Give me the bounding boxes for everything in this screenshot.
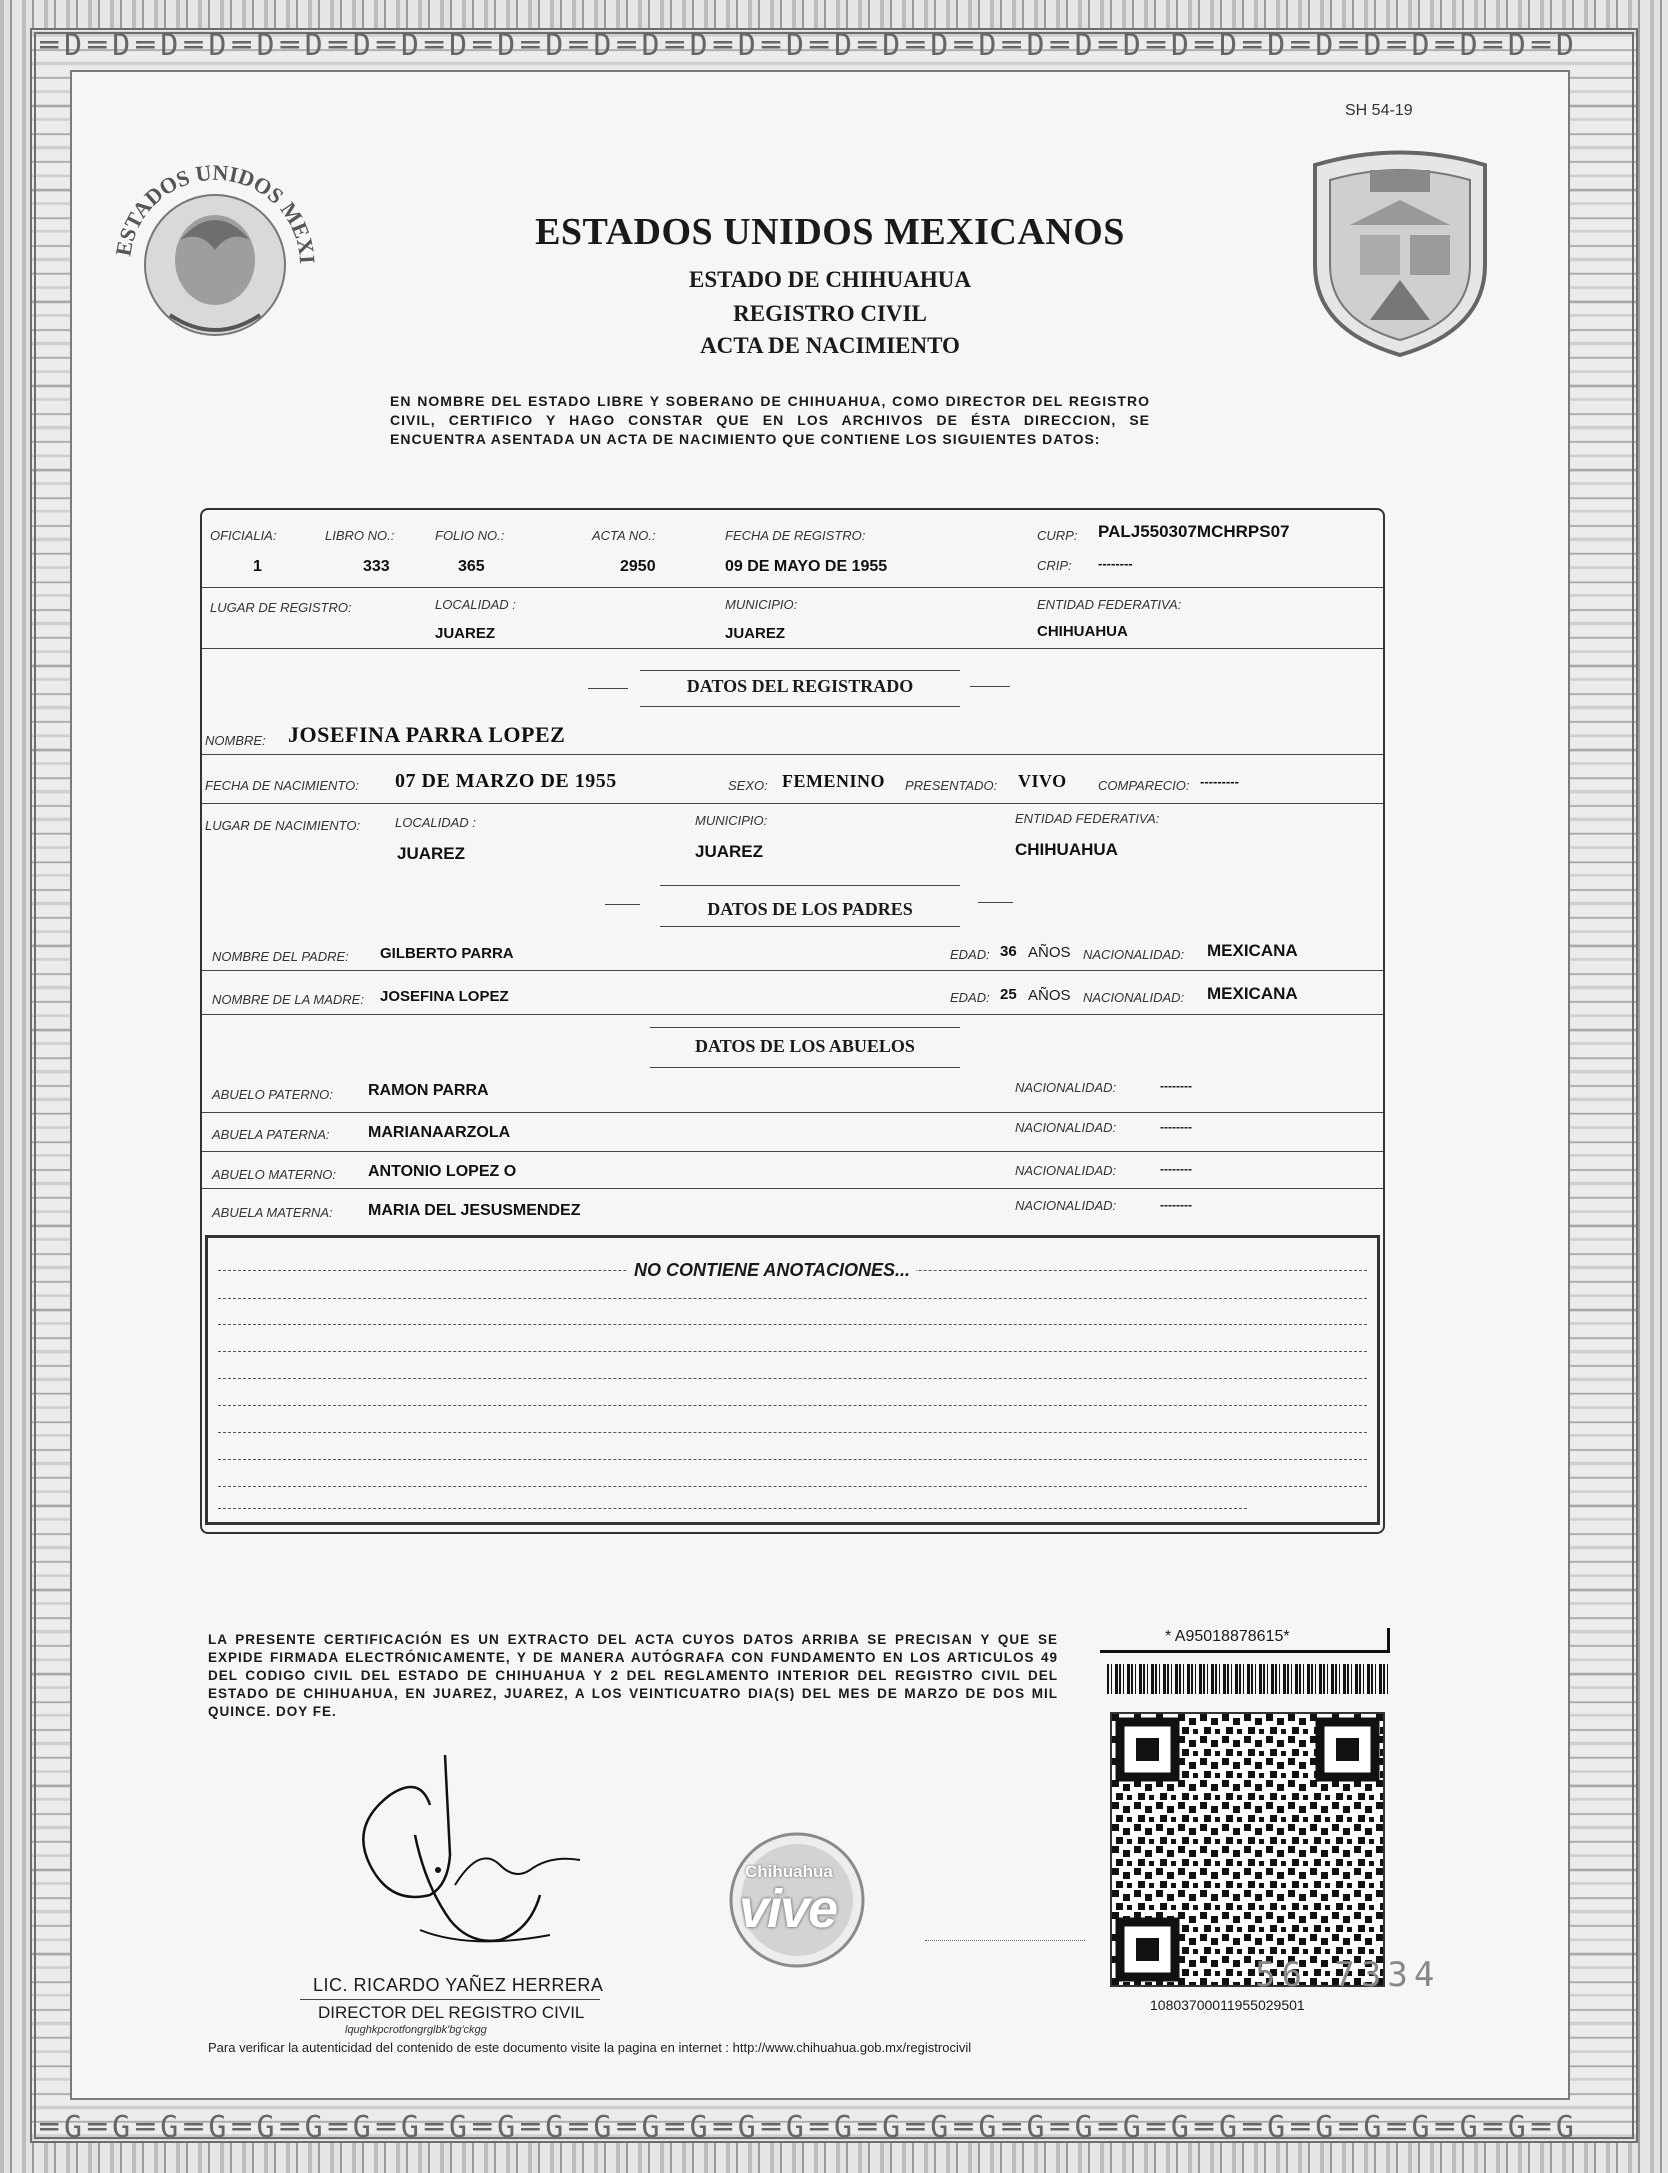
barcode-frame-side xyxy=(1387,1628,1390,1653)
nacionalidad-ab1-value: -------- xyxy=(1160,1079,1192,1093)
entidad-nacimiento-value: CHIHUAHUA xyxy=(1015,840,1118,859)
fecha-registro-value: 09 DE MAYO DE 1955 xyxy=(725,558,888,575)
label-presentado: PRESENTADO: xyxy=(905,778,998,793)
dash xyxy=(978,902,1013,903)
nacionalidad-ab4-value: -------- xyxy=(1160,1198,1192,1212)
folio-number: 10803700011955029501 xyxy=(1150,1997,1305,2013)
label-fecha-registro: FECHA DE REGISTRO: xyxy=(725,528,866,543)
label-localidad-registro: LOCALIDAD : xyxy=(435,597,516,612)
logo-small-text: Chihuahua xyxy=(745,1862,833,1881)
label-lugar-registro: LUGAR DE REGISTRO: xyxy=(210,600,352,615)
label-abuelo-paterno: ABUELO PATERNO: xyxy=(212,1087,333,1102)
notes-line xyxy=(218,1405,1367,1406)
section-rule xyxy=(650,1067,960,1068)
notes-line xyxy=(218,1508,1247,1509)
section-rule xyxy=(660,926,960,927)
divider xyxy=(202,648,1383,649)
fecha-nacimiento-value: 07 DE MARZO DE 1955 xyxy=(395,770,617,792)
notes-line xyxy=(218,1351,1367,1352)
label-acta: ACTA NO.: xyxy=(592,528,656,543)
notes-line xyxy=(218,1459,1367,1460)
label-comparecio: COMPARECIO: xyxy=(1098,778,1190,793)
signatory-name: LIC. RICARDO YAÑEZ HERRERA xyxy=(313,1975,604,1995)
divider xyxy=(202,1014,1383,1015)
anos-madre: AÑOS xyxy=(1028,987,1071,1004)
label-nombre: NOMBRE: xyxy=(205,733,266,748)
qr-code-icon xyxy=(1110,1712,1385,1987)
country-title: ESTADOS UNIDOS MEXICANOS xyxy=(535,211,1125,253)
label-localidad-nacimiento: LOCALIDAD : xyxy=(395,815,476,830)
signature-icon xyxy=(330,1745,590,1975)
top-ornament: ═D═D═D═D═D═D═D═D═D═D═D═D═D═D═D═D═D═D═D═D═D═D═D═D═D═D═D═D═D═D═D═D xyxy=(40,28,1580,63)
notes-line xyxy=(218,1432,1367,1433)
divider xyxy=(202,803,1383,804)
localidad-registro-value: JUAREZ xyxy=(435,625,496,642)
section-rule xyxy=(660,885,960,886)
label-sexo: SEXO: xyxy=(728,778,768,793)
localidad-nacimiento-value: JUAREZ xyxy=(397,844,466,863)
nacionalidad-ab2-value: -------- xyxy=(1160,1120,1192,1134)
label-abuelo-materno: ABUELO MATERNO: xyxy=(212,1167,337,1182)
abuela-materna-value: MARIA DEL JESUSMENDEZ xyxy=(368,1202,581,1219)
form-code: SH 54-19 xyxy=(1345,102,1413,119)
label-municipio-registro: MUNICIPIO: xyxy=(725,597,798,612)
divider xyxy=(202,970,1383,971)
label-madre: NOMBRE DE LA MADRE: xyxy=(212,992,364,1007)
section-title-abuelos: DATOS DE LOS ABUELOS xyxy=(695,1036,915,1056)
barcode-text: * A95018878615* xyxy=(1165,1628,1290,1645)
label-folio: FOLIO NO.: xyxy=(435,528,505,543)
padre-nacionalidad-value: MEXICANA xyxy=(1207,941,1298,960)
intro-paragraph: EN NOMBRE DEL ESTADO LIBRE Y SOBERANO DE CHIHUAHUA, COMO DIRECTOR DEL REGISTRO CIVIL, CERTIFICO Y HAGO CONSTAR QUE EN LOS ARCHIVOS DE ÉSTA DIRECCION, SE ENCUENTRA ASENTADA UN ACTA DE NACIMIENTO QUE CONTIENE LOS SIGUIENTES DATOS: xyxy=(390,393,1150,447)
label-nacionalidad-ab2: NACIONALIDAD: xyxy=(1015,1120,1117,1135)
label-abuela-paterna: ABUELA PATERNA: xyxy=(212,1127,330,1142)
comparecio-value: --------- xyxy=(1200,774,1239,789)
folio-value: 365 xyxy=(458,558,485,575)
madre-edad-value: 25 xyxy=(1000,986,1017,1003)
acta-value: 2950 xyxy=(620,558,656,575)
certification-paragraph: LA PRESENTE CERTIFICACIÓN ES UN EXTRACTO DEL ACTA CUYOS DATOS ARRIBA SE PRECISAN Y QUE SE EXPIDE FIRMADA ELECTRÓNICAMENTE, Y DE MANERA AUTÓGRAFA CON FUNDAMENTO EN LOS ARTICULOS 49 DEL CODIGO CIVIL DEL ESTADO DE CHIHUAHUA Y 2 DEL REGLAMENTO INTERIOR DEL REGISTRO CIVIL DEL ESTADO DE CHIHUAHUA, EN JUAREZ, JUAREZ, A LOS VEINTICUATRO DIA(S) DEL MES DE MARZO DE DOS MIL QUINCE. DOY FE. xyxy=(208,1632,1058,1719)
section-title-registrado: DATOS DEL REGISTRADO xyxy=(686,676,914,696)
label-nacionalidad-ab4: NACIONALIDAD: xyxy=(1015,1198,1117,1213)
libro-value: 333 xyxy=(363,558,390,575)
label-nacionalidad-padre: NACIONALIDAD: xyxy=(1083,947,1185,962)
label-nacionalidad-ab3: NACIONALIDAD: xyxy=(1015,1163,1117,1178)
notes-line xyxy=(218,1378,1367,1379)
divider xyxy=(202,754,1383,755)
document-type-title: ACTA DE NACIMIENTO xyxy=(700,333,960,358)
crip-value: -------- xyxy=(1098,556,1133,571)
notes-line xyxy=(218,1298,1367,1299)
curp-value: PALJ550307MCHRPS07 xyxy=(1098,522,1290,541)
anos-padre: AÑOS xyxy=(1028,944,1071,961)
label-edad-madre: EDAD: xyxy=(950,990,990,1005)
madre-nombre-value: JOSEFINA LOPEZ xyxy=(380,988,509,1005)
sexo-value: FEMENINO xyxy=(782,771,885,791)
padre-nombre-value: GILBERTO PARRA xyxy=(380,945,514,962)
abuelo-paterno-value: RAMON PARRA xyxy=(368,1082,489,1099)
section-rule xyxy=(640,706,960,707)
label-padre: NOMBRE DEL PADRE: xyxy=(212,949,349,964)
serial-number: 56 7334 xyxy=(1255,1955,1441,1995)
label-abuela-materna: ABUELA MATERNA: xyxy=(212,1205,333,1220)
dash xyxy=(970,686,1010,687)
label-entidad-nacimiento: ENTIDAD FEDERATIVA: xyxy=(1015,811,1160,826)
bottom-ornament: ═G═G═G═G═G═G═G═G═G═G═G═G═G═G═G═G═G═G═G═G═G═G═G═G═G═G═G═G═G═G═G═G xyxy=(40,2110,1580,2145)
divider xyxy=(202,1151,1383,1152)
label-nacionalidad-madre: NACIONALIDAD: xyxy=(1083,990,1185,1005)
oficialia-value: 1 xyxy=(253,558,262,575)
annotations-text: NO CONTIENE ANOTACIONES... xyxy=(628,1260,916,1281)
notes-line xyxy=(218,1324,1367,1325)
verify-note: Para verificar la autenticidad del contenido de este documento visite la pagina en internet : http://www.chihuahua.gob.mx/registrocivil xyxy=(208,2040,972,2055)
state-title: ESTADO DE CHIHUAHUA xyxy=(689,267,971,292)
dash xyxy=(605,904,640,905)
abuelo-materno-value: ANTONIO LOPEZ O xyxy=(368,1163,517,1180)
label-crip: CRIP: xyxy=(1037,558,1072,573)
section-title-padres: DATOS DE LOS PADRES xyxy=(707,899,913,919)
label-oficialia: OFICIALIA: xyxy=(210,528,277,543)
label-fecha-nacimiento: FECHA DE NACIMIENTO: xyxy=(205,778,359,793)
signatory-title: DIRECTOR DEL REGISTRO CIVIL xyxy=(318,2003,585,2022)
notes-line xyxy=(218,1486,1367,1487)
svg-text:ESTADOS UNIDOS MEXICANOS: ESTADOS UNIDOS MEXI xyxy=(110,159,321,265)
label-edad-padre: EDAD: xyxy=(950,947,990,962)
divider xyxy=(202,1112,1383,1113)
madre-nacionalidad-value: MEXICANA xyxy=(1207,984,1298,1003)
chihuahua-shield-icon xyxy=(1300,145,1500,360)
label-nacionalidad-ab1: NACIONALIDAD: xyxy=(1015,1080,1117,1095)
section-rule xyxy=(640,670,960,671)
divider xyxy=(202,1188,1383,1189)
municipio-registro-value: JUAREZ xyxy=(725,625,786,642)
national-seal-icon xyxy=(100,140,330,370)
signature-line xyxy=(300,1999,600,2000)
label-entidad-registro: ENTIDAD FEDERATIVA: xyxy=(1037,597,1182,612)
barcode-frame xyxy=(1100,1650,1390,1653)
entidad-registro-value: CHIHUAHUA xyxy=(1037,623,1128,640)
nacionalidad-ab3-value: -------- xyxy=(1160,1162,1192,1176)
label-curp: CURP: xyxy=(1037,528,1078,543)
office-title: REGISTRO CIVIL xyxy=(733,301,927,326)
presentado-value: VIVO xyxy=(1018,771,1067,791)
chihuahua-vive-logo xyxy=(725,1830,870,1970)
nombre-value: JOSEFINA PARRA LOPEZ xyxy=(288,722,566,747)
label-lugar-nacimiento: LUGAR DE NACIMIENTO: xyxy=(205,818,361,833)
label-municipio-nacimiento: MUNICIPIO: xyxy=(695,813,768,828)
padre-edad-value: 36 xyxy=(1000,943,1017,960)
dotted-rule xyxy=(925,1940,1085,1941)
municipio-nacimiento-value: JUAREZ xyxy=(695,842,764,861)
document-hash: lqughkpcrotfongrglbk'bg'ckgg xyxy=(345,2024,487,2036)
barcode-icon xyxy=(1107,1664,1390,1694)
divider xyxy=(202,587,1383,588)
section-rule xyxy=(650,1027,960,1028)
dash xyxy=(588,688,628,689)
label-libro: LIBRO NO.: xyxy=(325,528,395,543)
logo-big-text: vive xyxy=(739,1879,837,1939)
abuela-paterna-value: MARIANAARZOLA xyxy=(368,1124,511,1141)
